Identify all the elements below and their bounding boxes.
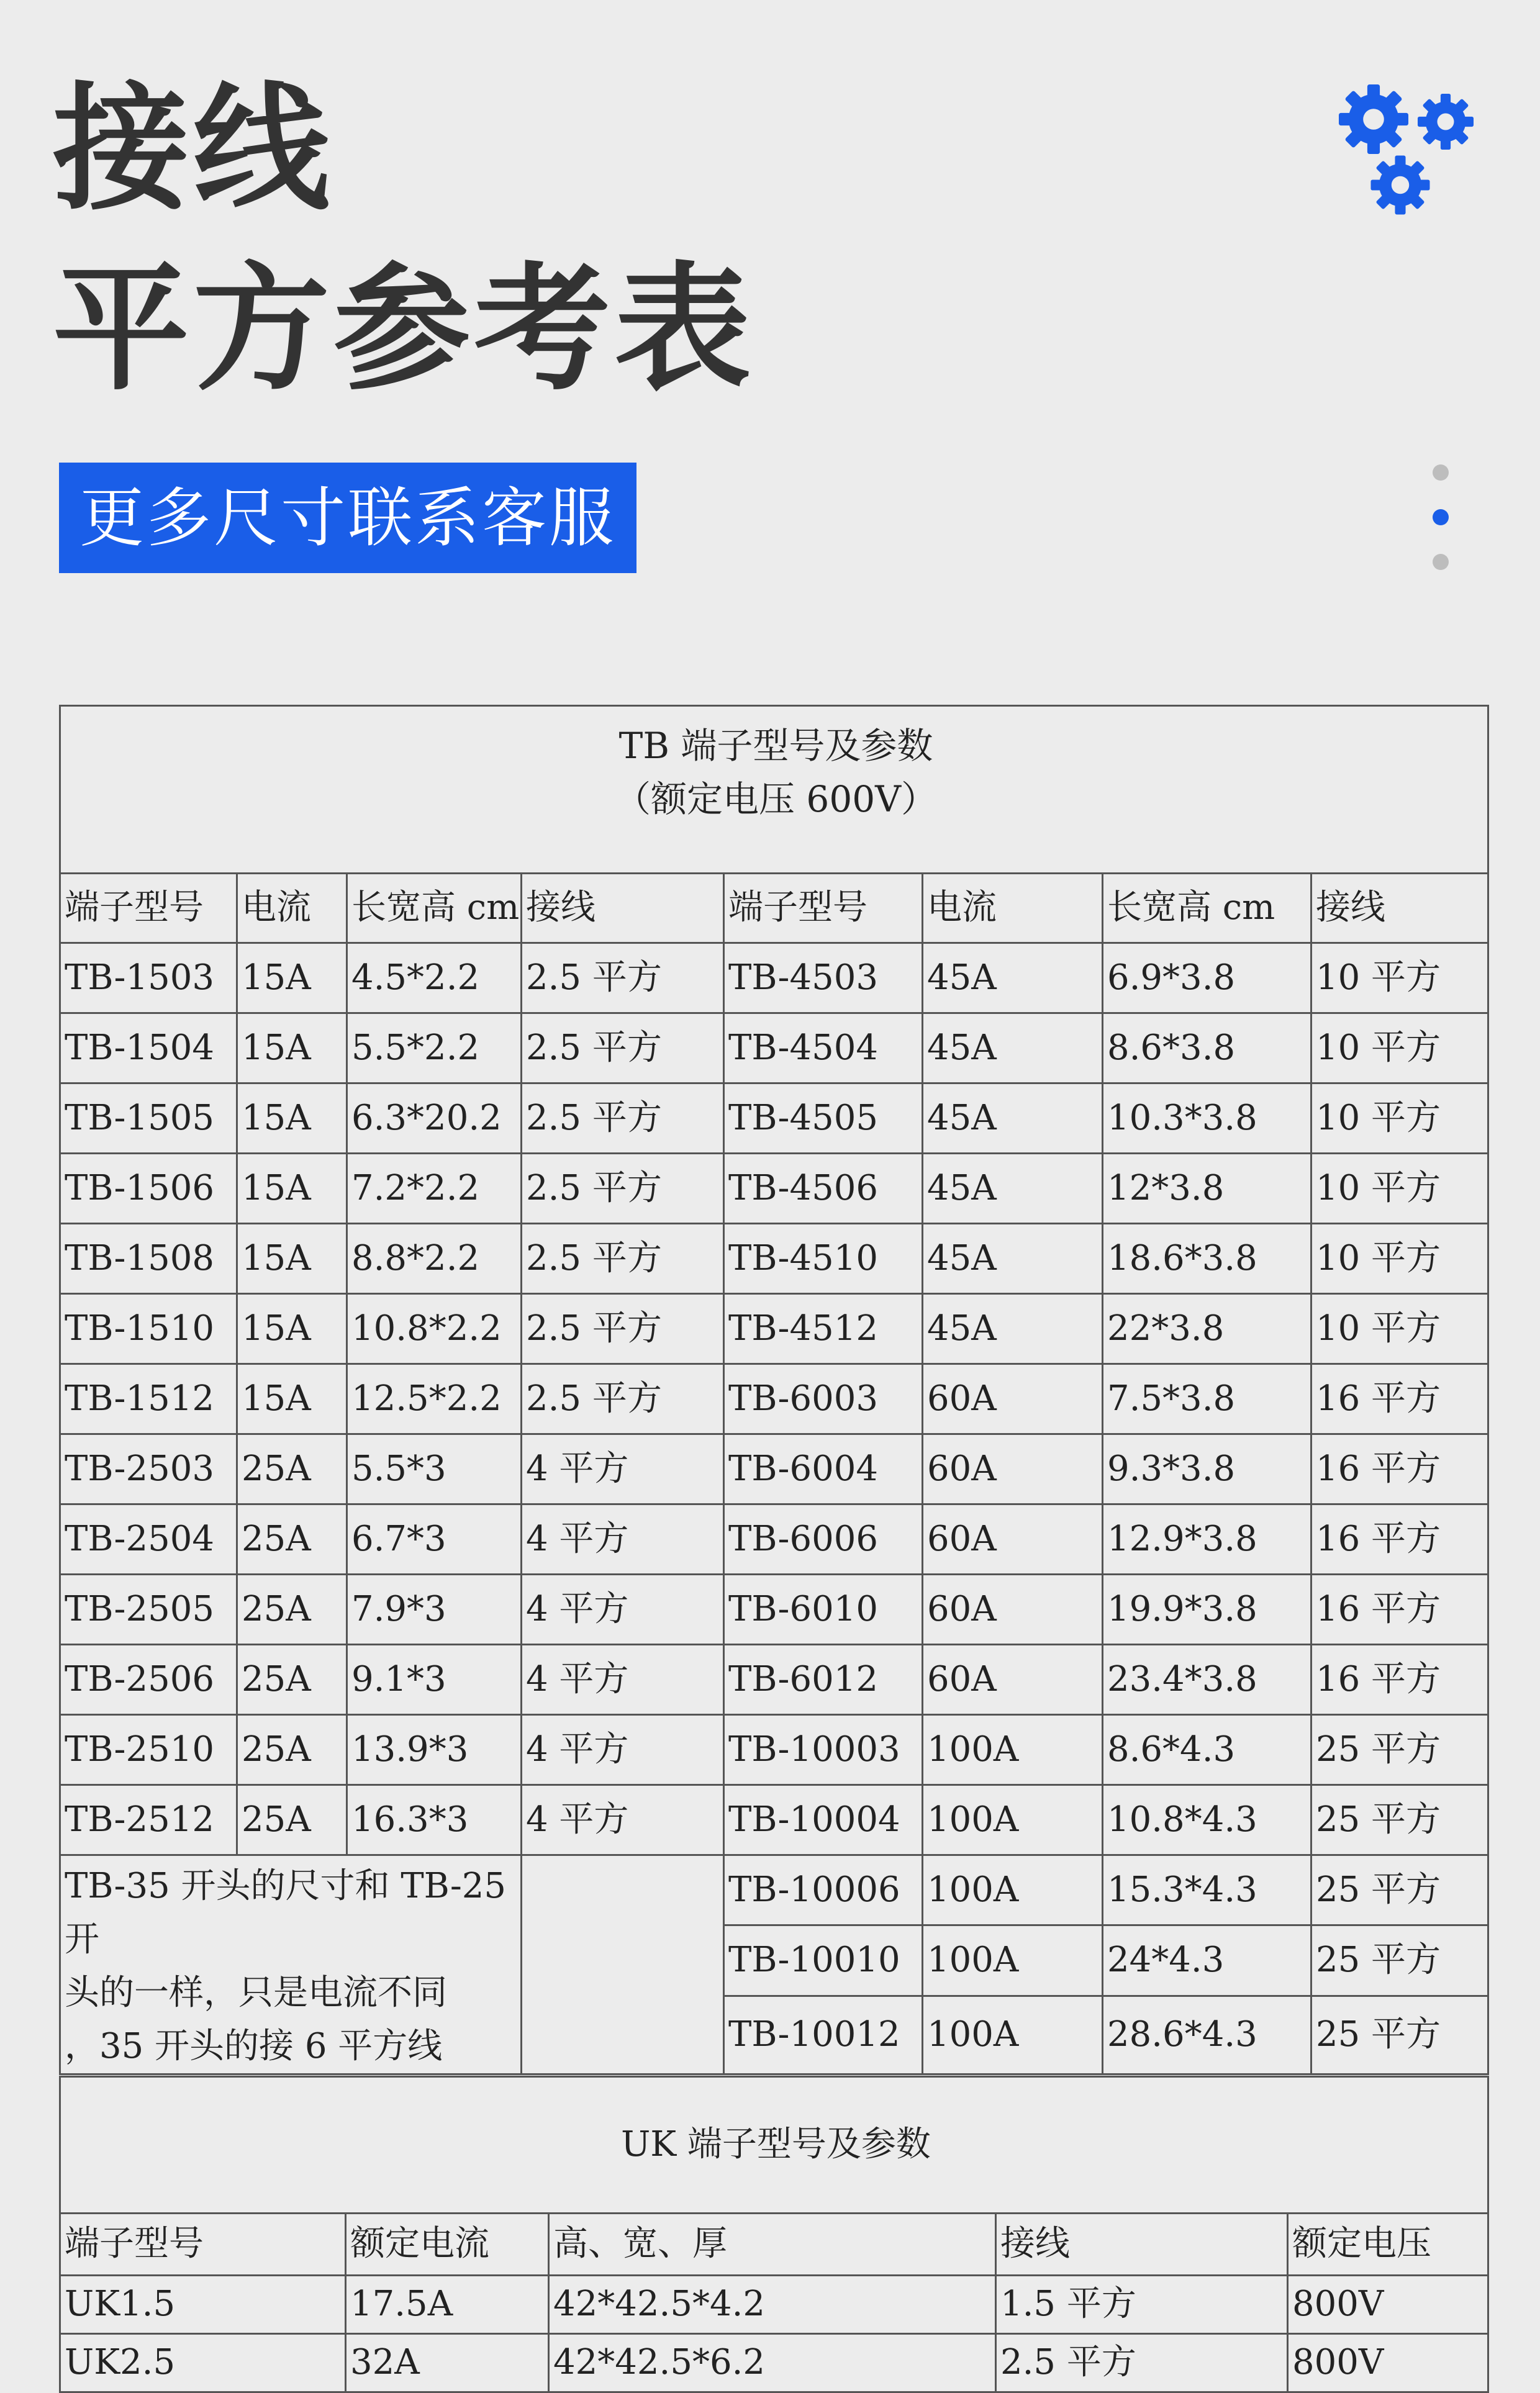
table-cell: 25A — [237, 1434, 347, 1504]
table-row — [60, 1715, 1488, 1785]
table-cell: TB-6010 — [724, 1575, 923, 1645]
table-cell: 22*3.8 — [1103, 1294, 1311, 1364]
table-cell: 25A — [237, 1645, 347, 1715]
table-row — [60, 1083, 1488, 1154]
table-cell: 16 平方 — [1311, 1364, 1488, 1434]
gears-icon — [1335, 81, 1490, 224]
column-header: 接线 — [1311, 874, 1488, 943]
uk-header-row — [60, 2214, 1488, 2276]
table-cell: 2.5 平方 — [522, 1294, 724, 1364]
table-cell: 15.3*4.3 — [1103, 1855, 1311, 1925]
table-cell: TB-1504 — [60, 1013, 237, 1083]
page-title-line2: 平方参考表 — [53, 250, 755, 409]
tb-terminal-table — [59, 705, 1489, 2075]
table-cell: 800V — [1288, 2276, 1488, 2334]
page-title-line1: 接线 — [53, 70, 334, 228]
table-cell: TB-4506 — [724, 1154, 923, 1224]
table-cell: 4 平方 — [522, 1785, 724, 1855]
table-cell: 60A — [923, 1575, 1103, 1645]
table-cell: 8.6*3.8 — [1103, 1013, 1311, 1083]
table-cell: TB-10010 — [724, 1925, 923, 1996]
table-cell: UK2.5 — [60, 2334, 346, 2392]
table-cell: TB-1505 — [60, 1083, 237, 1154]
table-cell: 32A — [346, 2334, 549, 2392]
column-header: 端子型号 — [724, 874, 923, 943]
table-row — [60, 1154, 1488, 1224]
table-cell: TB-6004 — [724, 1434, 923, 1504]
table-cell: 6.7*3 — [347, 1504, 522, 1575]
table-cell: 16.3*3 — [347, 1785, 522, 1855]
table-row — [60, 1785, 1488, 1855]
table-row — [60, 2334, 1488, 2392]
table-cell: 45A — [923, 1083, 1103, 1154]
table-row — [60, 1645, 1488, 1715]
tb-caption-line1: TB 端子型号及参数 — [618, 725, 933, 767]
table-cell: 7.5*3.8 — [1103, 1364, 1311, 1434]
table-row — [60, 1575, 1488, 1645]
table-cell: 5.5*2.2 — [347, 1013, 522, 1083]
table-cell: 2.5 平方 — [522, 1013, 724, 1083]
table-cell: 60A — [923, 1645, 1103, 1715]
table-cell: 15A — [237, 943, 347, 1013]
table-row — [60, 1224, 1488, 1294]
table-cell: 23.4*3.8 — [1103, 1645, 1311, 1715]
table-cell: 45A — [923, 1013, 1103, 1083]
table-cell: TB-10003 — [724, 1715, 923, 1785]
table-cell: 13.9*3 — [347, 1715, 522, 1785]
table-cell: TB-4504 — [724, 1013, 923, 1083]
table-cell: TB-10004 — [724, 1785, 923, 1855]
table-cell: 2.5 平方 — [522, 1224, 724, 1294]
table-cell: 100A — [923, 1715, 1103, 1785]
table-cell: 16 平方 — [1311, 1575, 1488, 1645]
table-cell: 15A — [237, 1083, 347, 1154]
table-cell: UK1.5 — [60, 2276, 346, 2334]
table-cell: 100A — [923, 1925, 1103, 1996]
pager-dot-1[interactable] — [1433, 464, 1449, 481]
table-cell: TB-6006 — [724, 1504, 923, 1575]
table-cell: 15A — [237, 1224, 347, 1294]
table-cell: 7.9*3 — [347, 1575, 522, 1645]
table-cell: 2.5 平方 — [522, 1154, 724, 1224]
table-cell: 42*42.5*6.2 — [549, 2334, 996, 2392]
table-cell: 4 平方 — [522, 1504, 724, 1575]
table-row — [60, 1294, 1488, 1364]
table-row — [60, 1504, 1488, 1575]
table-cell: 10 平方 — [1311, 1224, 1488, 1294]
table-cell: 10 平方 — [1311, 1154, 1488, 1224]
table-cell: 45A — [923, 1294, 1103, 1364]
table-cell: TB-1510 — [60, 1294, 237, 1364]
table-cell: TB-10006 — [724, 1855, 923, 1925]
column-header: 接线 — [522, 874, 724, 943]
table-cell: 2.5 平方 — [522, 1364, 724, 1434]
table-cell: TB-4505 — [724, 1083, 923, 1154]
table-cell: 4 平方 — [522, 1645, 724, 1715]
column-header: 额定电流 — [346, 2214, 549, 2276]
table-cell: 8.6*4.3 — [1103, 1715, 1311, 1785]
table-row — [60, 1434, 1488, 1504]
table-cell: TB-2505 — [60, 1575, 237, 1645]
table-cell: TB-6012 — [724, 1645, 923, 1715]
tb-note: TB-35 开头的尺寸和 TB-25 开 头的一样，只是电流不同 ，35 开头的接 6 平方线 — [60, 1855, 522, 2074]
table-cell: 800V — [1288, 2334, 1488, 2392]
table-cell: TB-2510 — [60, 1715, 237, 1785]
table-cell: 100A — [923, 1855, 1103, 1925]
column-header: 长宽高 cm — [1103, 874, 1311, 943]
table-cell: TB-4503 — [724, 943, 923, 1013]
table-cell: 60A — [923, 1434, 1103, 1504]
table-cell: 100A — [923, 1996, 1103, 2074]
table-cell: TB-1503 — [60, 943, 237, 1013]
tb-header-row — [60, 874, 1488, 943]
table-cell: 10 平方 — [1311, 1013, 1488, 1083]
table-cell: 19.9*3.8 — [1103, 1575, 1311, 1645]
table-cell: 8.8*2.2 — [347, 1224, 522, 1294]
table-cell: 18.6*3.8 — [1103, 1224, 1311, 1294]
table-cell: 5.5*3 — [347, 1434, 522, 1504]
table-cell: 60A — [923, 1364, 1103, 1434]
table-row — [60, 2276, 1488, 2334]
table-cell: 12*3.8 — [1103, 1154, 1311, 1224]
table-cell: 2.5 平方 — [996, 2334, 1288, 2392]
table-cell: 25 平方 — [1311, 1925, 1488, 1996]
column-header: 电流 — [237, 874, 347, 943]
table-cell: 17.5A — [346, 2276, 549, 2334]
table-cell: 4 平方 — [522, 1715, 724, 1785]
tb-caption-line2: （额定电压 600V） — [615, 778, 938, 820]
column-header: 长宽高 cm — [347, 874, 522, 943]
table-cell: 42*42.5*4.2 — [549, 2276, 996, 2334]
tb-table-caption — [60, 706, 1488, 874]
table-cell: 24*4.3 — [1103, 1925, 1311, 1996]
table-cell: 4.5*2.2 — [347, 943, 522, 1013]
column-header: 高、宽、厚 — [549, 2214, 996, 2276]
column-header: 接线 — [996, 2214, 1288, 2276]
table-cell: 45A — [923, 1224, 1103, 1294]
table-cell: 7.2*2.2 — [347, 1154, 522, 1224]
table-cell: 15A — [237, 1364, 347, 1434]
table-cell: 4 平方 — [522, 1575, 724, 1645]
pager-dot-2-active[interactable] — [1433, 509, 1449, 525]
table-cell: TB-2506 — [60, 1645, 237, 1715]
table-cell: 25A — [237, 1715, 347, 1785]
uk-table-caption: UK 端子型号及参数 — [60, 2077, 1488, 2214]
column-header: 额定电压 — [1288, 2214, 1488, 2276]
table-cell: 9.1*3 — [347, 1645, 522, 1715]
table-cell: TB-4510 — [724, 1224, 923, 1294]
table-cell: 15A — [237, 1154, 347, 1224]
table-cell: 10 平方 — [1311, 1083, 1488, 1154]
table-cell: 25 平方 — [1311, 1996, 1488, 2074]
table-cell: 6.9*3.8 — [1103, 943, 1311, 1013]
table-cell: 45A — [923, 1154, 1103, 1224]
column-header: 端子型号 — [60, 2214, 346, 2276]
table-cell: TB-2504 — [60, 1504, 237, 1575]
column-header: 端子型号 — [60, 874, 237, 943]
table-cell: 6.3*20.2 — [347, 1083, 522, 1154]
table-cell: 28.6*4.3 — [1103, 1996, 1311, 2074]
table-row — [60, 943, 1488, 1013]
table-cell: 25A — [237, 1575, 347, 1645]
table-cell: 16 平方 — [1311, 1434, 1488, 1504]
table-cell: TB-2512 — [60, 1785, 237, 1855]
table-cell: 60A — [923, 1504, 1103, 1575]
uk-terminal-table — [59, 2076, 1489, 2393]
empty-cell — [522, 1855, 724, 2074]
table-cell: TB-1508 — [60, 1224, 237, 1294]
table-cell: 9.3*3.8 — [1103, 1434, 1311, 1504]
table-cell: 2.5 平方 — [522, 943, 724, 1013]
table-row — [60, 1013, 1488, 1083]
column-header: 电流 — [923, 874, 1103, 943]
table-cell: 10 平方 — [1311, 1294, 1488, 1364]
table-row — [60, 1855, 1488, 1925]
table-cell: 12.9*3.8 — [1103, 1504, 1311, 1575]
table-cell: 25A — [237, 1504, 347, 1575]
table-cell: 4 平方 — [522, 1434, 724, 1504]
table-cell: 25 平方 — [1311, 1855, 1488, 1925]
table-cell: 25A — [237, 1785, 347, 1855]
table-cell: 16 平方 — [1311, 1504, 1488, 1575]
table-cell: 45A — [923, 943, 1103, 1013]
table-cell: 10.8*4.3 — [1103, 1785, 1311, 1855]
table-cell: TB-2503 — [60, 1434, 237, 1504]
table-cell: 10.8*2.2 — [347, 1294, 522, 1364]
table-cell: 25 平方 — [1311, 1785, 1488, 1855]
table-cell: 12.5*2.2 — [347, 1364, 522, 1434]
table-cell: 10.3*3.8 — [1103, 1083, 1311, 1154]
pager-dot-3[interactable] — [1433, 554, 1449, 570]
contact-service-banner[interactable]: 更多尺寸联系客服 — [59, 463, 636, 573]
table-cell: TB-10012 — [724, 1996, 923, 2074]
table-cell: TB-4512 — [724, 1294, 923, 1364]
table-cell: 100A — [923, 1785, 1103, 1855]
table-cell: 15A — [237, 1013, 347, 1083]
table-row — [60, 1364, 1488, 1434]
table-cell: 10 平方 — [1311, 943, 1488, 1013]
table-cell: 15A — [237, 1294, 347, 1364]
table-cell: 2.5 平方 — [522, 1083, 724, 1154]
table-cell: TB-1512 — [60, 1364, 237, 1434]
table-cell: TB-6003 — [724, 1364, 923, 1434]
table-cell: 25 平方 — [1311, 1715, 1488, 1785]
table-cell: TB-1506 — [60, 1154, 237, 1224]
table-cell: 1.5 平方 — [996, 2276, 1288, 2334]
table-cell: 16 平方 — [1311, 1645, 1488, 1715]
